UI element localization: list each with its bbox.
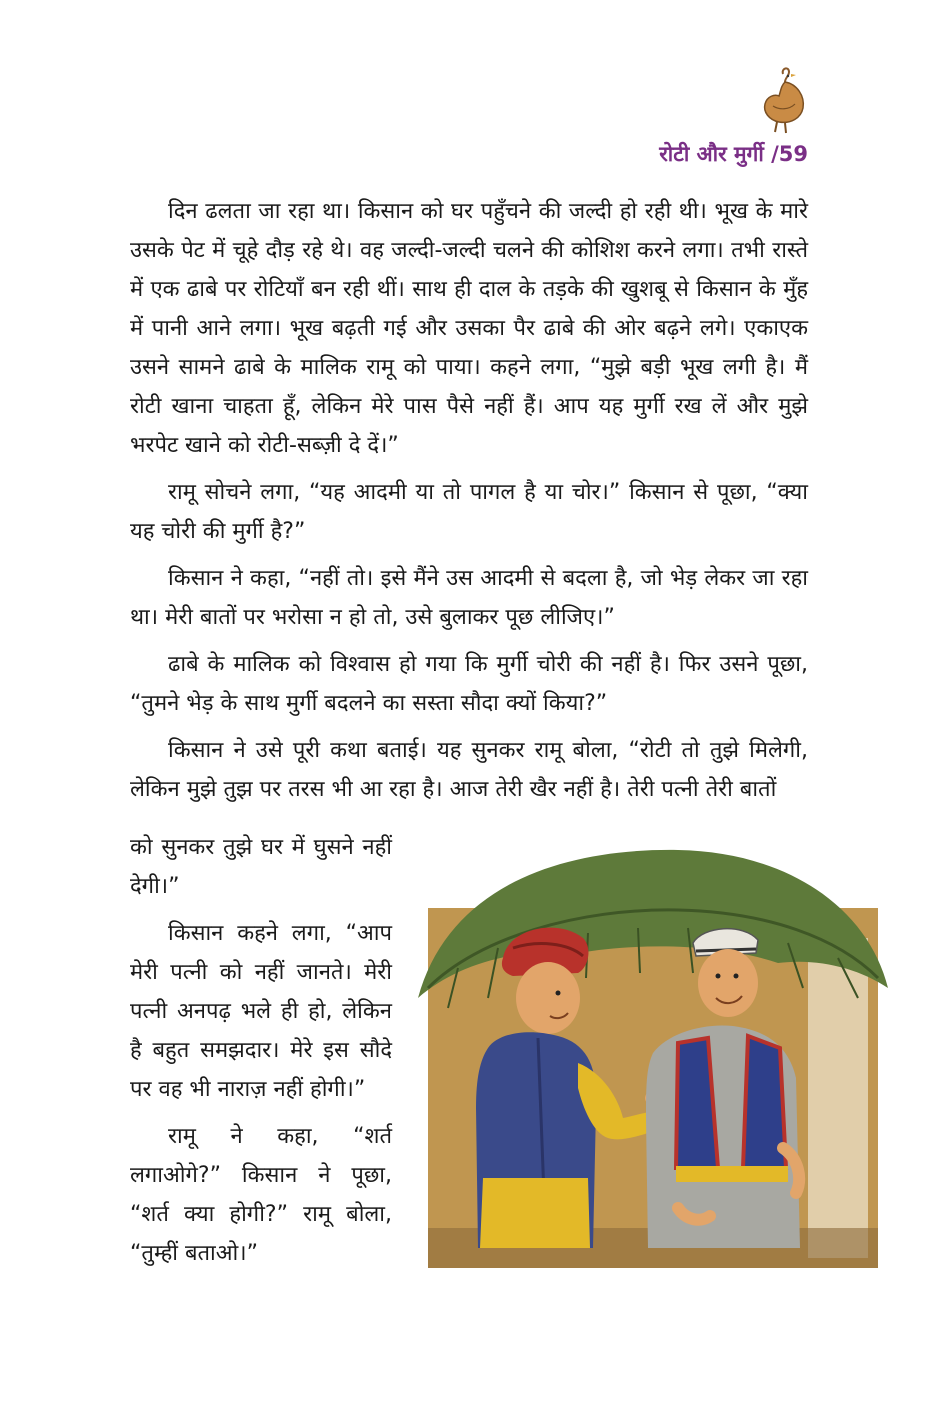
- paragraph: रामू सोचने लगा, “यह आदमी या तो पागल है या चोर।” किसान से पूछा, “क्या यह चोरी की मुर्गी है?”: [130, 480, 808, 544]
- paragraph: रामू ने कहा, “शर्त लगाओगे?” किसान ने पूछा, “शर्त क्या होगी?” रामू बोला, “तुम्हीं बताओ।”: [130, 1124, 392, 1266]
- body-text: [130, 192, 808, 809]
- paragraph: ढाबे के मालिक को विश्वास हो गया कि मुर्गी चोरी की नहीं है। फिर उसने पूछा, “तुमने भेड़ के साथ मुर्गी बदलने का सस्ता सौदा क्यों किया?”: [130, 652, 808, 716]
- hen-icon: [755, 66, 815, 136]
- wrapped-text-column: [130, 828, 392, 1281]
- paragraph: किसान कहने लगा, “आप मेरी पत्नी को नहीं जानते। मेरी पत्नी अनपढ़ भले ही हो, लेकिन है बहुत समझदार। मेरे इस सौदे पर वह भी नाराज़ नहीं होगी।”: [130, 921, 392, 1102]
- story-illustration: [418, 848, 888, 1273]
- paragraph: किसान ने उसे पूरी कथा बताई। यह सुनकर रामू बोला, “रोटी तो तुझे मिलेगी, लेकिन मुझे तुझ पर तरस भी आ रहा है। आज तेरी खैर नहीं है। तेरी पत्नी तेरी बातों: [130, 738, 808, 802]
- page-header: रोटी और मुर्गी /59: [659, 142, 808, 166]
- paragraph: दिन ढलता जा रहा था। किसान को घर पहुँचने की जल्दी हो रही थी। भूख के मारे उसके पेट में चूहे दौड़ रहे थे। वह जल्दी-जल्दी चलने की कोशिश करने लगा। तभी रास्ते में एक ढाबे पर रोटियाँ बन रही थीं। साथ ही दाल के तड़के की खुशबू से किसान के मुँह में पानी आने लगा। भूख बढ़ती गई और उसका पैर ढाबे की ओर बढ़ने लगे। एकाएक उसने सामने ढाबे के मालिक रामू को पाया। कहने लगा, “मुझे बड़ी भूख लगी है। मैं रोटी खाना चाहता हूँ, लेकिन मेरे पास पैसे नहीं हैं। आप यह मुर्गी रख लें और मुझे भरपेट खाने को रोटी-सब्ज़ी दे दें।”: [130, 199, 808, 458]
- paragraph: किसान ने कहा, “नहीं तो। इसे मैंने उस आदमी से बदला है, जो भेड़ लेकर जा रहा था। मेरी बातों पर भरोसा न हो तो, उसे बुलाकर पूछ लीजिए।”: [130, 566, 808, 630]
- paragraph-continuation: को सुनकर तुझे घर में घुसने नहीं देगी।”: [130, 835, 392, 899]
